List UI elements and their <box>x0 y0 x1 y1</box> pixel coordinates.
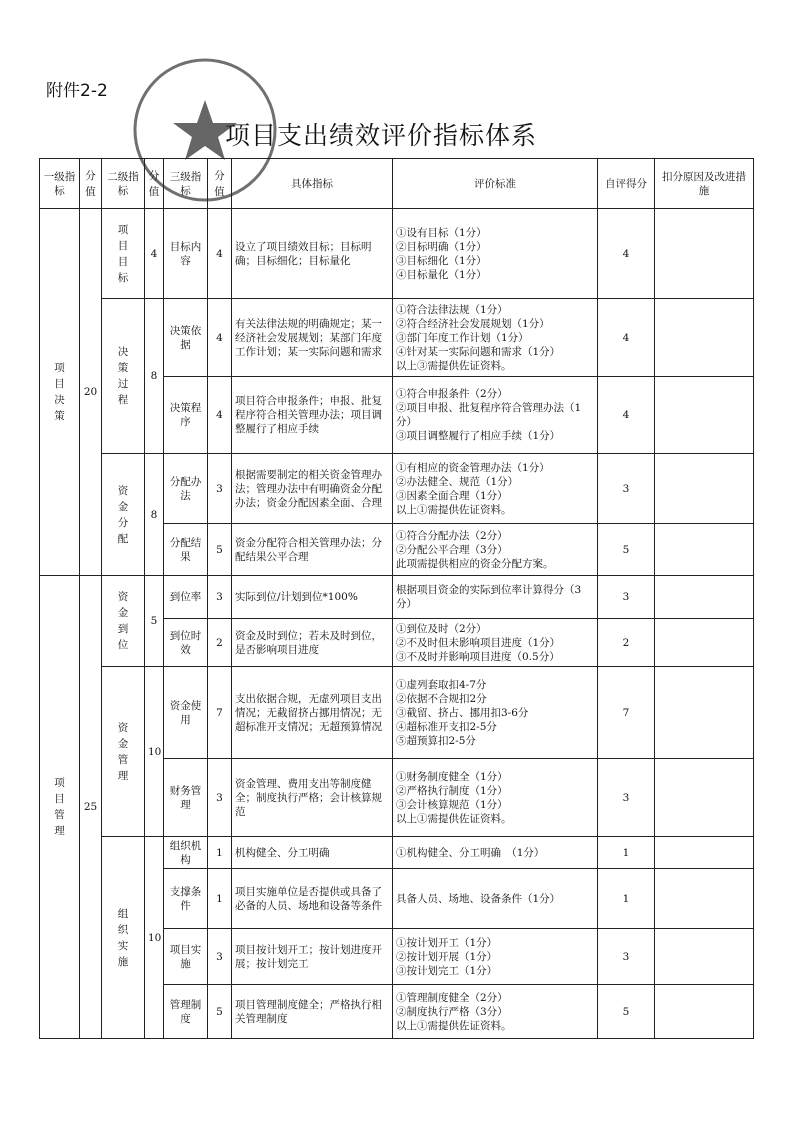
level3-score: 1 <box>208 837 232 869</box>
level3-cell: 到位率 <box>164 576 208 619</box>
level1-cell: 项目决策 <box>40 209 80 576</box>
level2-score: 10 <box>145 667 164 837</box>
level3-cell: 资金使用 <box>164 667 208 759</box>
indicator-cell: 实际到位/计划到位*100% <box>232 576 393 619</box>
level3-cell: 管理制度 <box>164 985 208 1039</box>
self-score-cell: 2 <box>598 619 655 667</box>
remarks-cell <box>655 524 754 576</box>
criteria-cell: ①按计划开工（1分） ②按计划开展（1分） ③按计划完工（1分） <box>393 929 598 985</box>
indicator-cell: 项目管理制度健全；严格执行相关管理制度 <box>232 985 393 1039</box>
level3-cell: 决策依据 <box>164 299 208 377</box>
level2-cell: 资金管理 <box>102 667 145 837</box>
criteria-cell: ①虚列套取扣4-7分 ②依据不合规扣2分 ③截留、挤占、挪用扣3-6分 ④超标准开支扣2-5分 ⑤超预算扣2-5分 <box>393 667 598 759</box>
evaluation-table <box>39 158 754 1039</box>
criteria-cell: ①管理制度健全（2分） ②制度执行严格（3分） 以上①需提供佐证资料。 <box>393 985 598 1039</box>
level3-score: 5 <box>208 985 232 1039</box>
self-score-cell: 4 <box>598 377 655 454</box>
self-score-cell: 1 <box>598 837 655 869</box>
level3-cell: 项目实施 <box>164 929 208 985</box>
remarks-cell <box>655 299 754 377</box>
level2-score: 5 <box>145 576 164 667</box>
table-row <box>40 667 754 759</box>
criteria-cell: ①到位及时（2分） ②不及时但未影响项目进度（1分） ③不及时并影响项目进度（0.5分） <box>393 619 598 667</box>
level3-cell: 财务管理 <box>164 759 208 837</box>
level3-score: 7 <box>208 667 232 759</box>
attachment-label: 附件2-2 <box>46 81 108 101</box>
remarks-cell <box>655 377 754 454</box>
self-score-cell: 3 <box>598 929 655 985</box>
level1-score: 25 <box>80 576 102 1039</box>
level3-cell: 决策程序 <box>164 377 208 454</box>
table-row <box>40 299 754 377</box>
header-level3: 三级指标 <box>164 159 208 209</box>
criteria-cell: ①有相应的资金管理办法（1分） ②办法健全、规范（1分） ③因素全面合理（1分） 以上①需提供佐证资料。 <box>393 454 598 524</box>
header-level2: 二级指标 <box>102 159 145 209</box>
self-score-cell: 4 <box>598 209 655 299</box>
header-self-score: 自评得分 <box>598 159 655 209</box>
criteria-cell: ①设有目标（1分） ②目标明确（1分） ③目标细化（1分） ④目标量化（1分） <box>393 209 598 299</box>
self-score-cell: 1 <box>598 869 655 929</box>
indicator-cell: 项目按计划开工；按计划进度开展；按计划完工 <box>232 929 393 985</box>
table-row <box>40 576 754 619</box>
indicator-cell: 项目实施单位是否提供或具备了必备的人员、场地和设备等条件 <box>232 869 393 929</box>
level3-cell: 支撑条件 <box>164 869 208 929</box>
header-indicator: 具体指标 <box>232 159 393 209</box>
self-score-cell: 7 <box>598 667 655 759</box>
level2-cell: 资金分配 <box>102 454 145 576</box>
self-score-cell: 3 <box>598 454 655 524</box>
criteria-cell: ①财务制度健全（1分） ②严格执行制度（1分） ③会计核算规范（1分） 以上①需提供佐证资料。 <box>393 759 598 837</box>
table-row <box>40 209 754 299</box>
header-score3: 分值 <box>208 159 232 209</box>
remarks-cell <box>655 985 754 1039</box>
self-score-cell: 5 <box>598 985 655 1039</box>
criteria-cell: 根据项目资金的实际到位率计算得分（3分） <box>393 576 598 619</box>
level3-score: 4 <box>208 209 232 299</box>
indicator-cell: 根据需要制定的相关资金管理办法；管理办法中有明确资金分配办法；资金分配因素全面、合理 <box>232 454 393 524</box>
remarks-cell <box>655 929 754 985</box>
indicator-cell: 资金分配符合相关管理办法；分配结果公平合理 <box>232 524 393 576</box>
self-score-cell: 3 <box>598 576 655 619</box>
indicator-cell: 资金管理、费用支出等制度健全；制度执行严格；会计核算规范 <box>232 759 393 837</box>
level2-score: 10 <box>145 837 164 1039</box>
indicator-cell: 设立了项目绩效目标；目标明确；目标细化；目标量化 <box>232 209 393 299</box>
header-score2: 分值 <box>145 159 164 209</box>
header-score: 分值 <box>80 159 102 209</box>
indicator-cell: 支出依据合规，无虚列项目支出情况；无截留挤占挪用情况；无超标准开支情况；无超预算情况 <box>232 667 393 759</box>
indicator-cell: 资金及时到位；若未及时到位，是否影响项目进度 <box>232 619 393 667</box>
remarks-cell <box>655 837 754 869</box>
level3-score: 1 <box>208 869 232 929</box>
remarks-cell <box>655 454 754 524</box>
page-title: 项目支出绩效评价指标体系 <box>225 121 538 150</box>
remarks-cell <box>655 576 754 619</box>
level2-score: 8 <box>145 454 164 576</box>
remarks-cell <box>655 869 754 929</box>
remarks-cell <box>655 209 754 299</box>
self-score-cell: 3 <box>598 759 655 837</box>
indicator-cell: 项目符合申报条件；申报、批复程序符合相关管理办法；项目调整履行了相应手续 <box>232 377 393 454</box>
level2-score: 4 <box>145 209 164 299</box>
remarks-cell <box>655 759 754 837</box>
level3-cell: 分配结果 <box>164 524 208 576</box>
criteria-cell: ①符合法律法规（1分） ②符合经济社会发展规划（1分） ③部门年度工作计划（1分） ④针对某一实际问题和需求（1分） 以上③需提供佐证资料。 <box>393 299 598 377</box>
criteria-cell: ①符合申报条件（2分） ②项目申报、批复程序符合管理办法（1分） ③项目调整履行了相应手续（1分） <box>393 377 598 454</box>
level3-score: 4 <box>208 377 232 454</box>
criteria-cell: ①机构健全、分工明确 （1分） <box>393 837 598 869</box>
header-remarks: 扣分原因及改进措施 <box>655 159 754 209</box>
level2-score: 8 <box>145 299 164 454</box>
level2-cell: 组织实施 <box>102 837 145 1039</box>
header-level1: 一级指标 <box>40 159 80 209</box>
level3-score: 4 <box>208 299 232 377</box>
criteria-cell: ①符合分配办法（2分） ②分配公平合理（3分） 此项需提供相应的资金分配方案。 <box>393 524 598 576</box>
level3-score: 3 <box>208 759 232 837</box>
level2-cell: 项目目标 <box>102 209 145 299</box>
table-row <box>40 454 754 524</box>
header-row <box>40 159 754 209</box>
level3-cell: 目标内容 <box>164 209 208 299</box>
level1-cell: 项目管理 <box>40 576 80 1039</box>
level3-score: 3 <box>208 929 232 985</box>
self-score-cell: 5 <box>598 524 655 576</box>
level3-cell: 分配办法 <box>164 454 208 524</box>
indicator-cell: 机构健全、分工明确 <box>232 837 393 869</box>
level3-cell: 组织机构 <box>164 837 208 869</box>
self-score-cell: 4 <box>598 299 655 377</box>
level3-score: 3 <box>208 576 232 619</box>
level3-cell: 到位时效 <box>164 619 208 667</box>
table-row <box>40 837 754 869</box>
level3-score: 2 <box>208 619 232 667</box>
level3-score: 5 <box>208 524 232 576</box>
indicator-cell: 有关法律法规的明确规定；某一经济社会发展规划；某部门年度工作计划；某一实际问题和需求 <box>232 299 393 377</box>
criteria-cell: 具备人员、场地、设备条件（1分） <box>393 869 598 929</box>
header-criteria: 评价标准 <box>393 159 598 209</box>
remarks-cell <box>655 619 754 667</box>
level2-cell: 决策过程 <box>102 299 145 454</box>
remarks-cell <box>655 667 754 759</box>
level1-score: 20 <box>80 209 102 576</box>
level2-cell: 资金到位 <box>102 576 145 667</box>
level3-score: 3 <box>208 454 232 524</box>
